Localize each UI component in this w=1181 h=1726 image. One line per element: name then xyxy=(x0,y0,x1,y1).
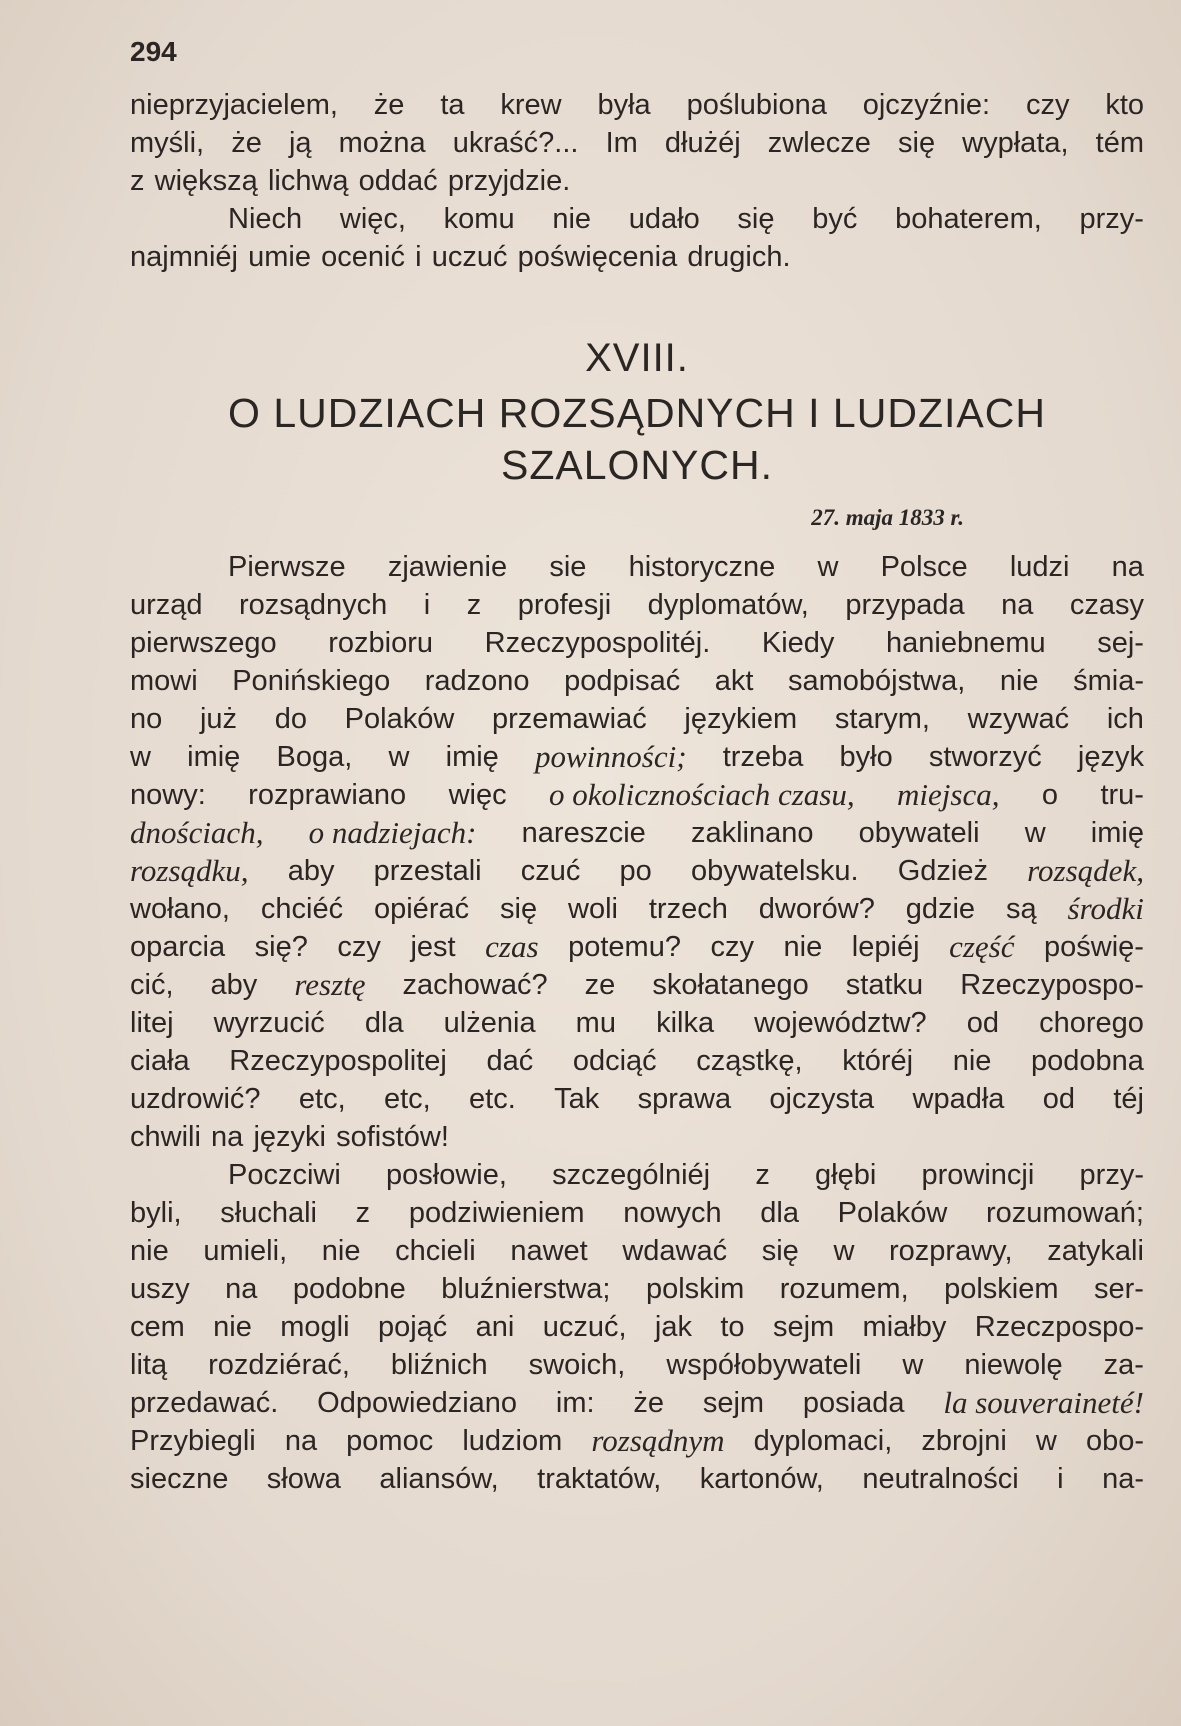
word: przy- xyxy=(1079,1159,1144,1191)
word: można xyxy=(338,127,426,159)
word: kilka xyxy=(656,1007,715,1039)
text-line xyxy=(130,548,1144,586)
word: gdzie xyxy=(905,893,976,925)
word: dyplomaci, xyxy=(753,1425,893,1457)
word: aby xyxy=(210,969,258,1001)
word: już xyxy=(199,703,238,735)
word: komu xyxy=(443,203,515,235)
word: na xyxy=(1111,551,1144,583)
word: cem xyxy=(130,1311,185,1343)
word: urząd xyxy=(130,589,203,621)
text-line xyxy=(130,966,1144,1004)
word: potemu? xyxy=(568,931,681,963)
word: ojczyźnie: xyxy=(862,89,991,121)
word: o okolicznościach czasu, xyxy=(548,777,855,812)
word: wyrzucić xyxy=(213,1007,325,1039)
word: ludzi xyxy=(1009,551,1070,583)
word: starym, xyxy=(834,703,930,735)
word: drugich. xyxy=(687,241,791,273)
word: się xyxy=(761,1235,799,1267)
word: aby xyxy=(287,855,335,887)
word: tru- xyxy=(1100,779,1144,811)
word: środki xyxy=(1067,891,1144,926)
text-line xyxy=(130,852,1144,890)
word: od xyxy=(1042,1083,1076,1115)
word: Tak xyxy=(554,1083,600,1115)
word: przestali xyxy=(373,855,482,887)
word: mowi xyxy=(130,665,198,697)
word: rozumowań; xyxy=(985,1197,1144,1229)
intro-paragraph xyxy=(130,86,1144,276)
word: no xyxy=(130,703,163,735)
word: Odpowiedziano xyxy=(317,1387,518,1419)
text-line xyxy=(130,162,1144,200)
word: powinności; xyxy=(534,739,687,774)
word: przypada xyxy=(845,589,965,621)
word: obywatelsku. xyxy=(690,855,859,887)
word: z xyxy=(466,589,482,621)
word: tém xyxy=(1095,127,1144,159)
word: dyplomatów, xyxy=(647,589,809,621)
word: się? xyxy=(254,931,308,963)
word: się xyxy=(898,127,936,159)
word: obo- xyxy=(1085,1425,1144,1457)
word: rozprawiano xyxy=(248,779,407,811)
chapter-body xyxy=(130,548,1144,1498)
word: od xyxy=(966,1007,1000,1039)
word: nie xyxy=(783,931,823,963)
word: to xyxy=(720,1311,745,1343)
word: trzeba xyxy=(722,741,804,773)
word: w xyxy=(1035,1425,1057,1457)
word: ich xyxy=(1106,703,1144,735)
word: rozumem, xyxy=(779,1273,909,1305)
word: Rzeczypospolitéj. xyxy=(484,627,711,659)
word: wpadła xyxy=(912,1083,1005,1115)
word: kartonów, xyxy=(699,1463,824,1495)
word: czy xyxy=(710,931,754,963)
word: opiérać xyxy=(373,893,470,925)
word: zwlecze xyxy=(767,127,871,159)
text-line xyxy=(130,700,1144,738)
text-line xyxy=(130,1422,1144,1460)
word: poślubiona xyxy=(686,89,827,121)
word: skołatanego xyxy=(652,969,809,1001)
text-line xyxy=(130,1346,1144,1384)
word: woli xyxy=(568,893,618,925)
word: w xyxy=(130,741,151,773)
word: historyczne xyxy=(628,551,776,583)
word: stworzyć xyxy=(928,741,1042,773)
chapter-number: XVIII. xyxy=(585,336,689,380)
text-line xyxy=(130,200,1144,238)
word: Pierwsze xyxy=(228,551,346,583)
word: nie xyxy=(130,1235,169,1267)
word: się xyxy=(737,203,775,235)
word: ani xyxy=(475,1311,515,1343)
word: ulżenia xyxy=(443,1007,536,1039)
text-line xyxy=(130,86,1144,124)
word: zbrojni xyxy=(921,1425,1007,1457)
word: i xyxy=(1057,1463,1064,1495)
word: rozdziérać, xyxy=(208,1349,350,1381)
word: w xyxy=(817,551,839,583)
word: nie xyxy=(952,1045,992,1077)
word: chciéć xyxy=(260,893,344,925)
text-line xyxy=(130,1080,1144,1118)
text-line xyxy=(130,1270,1144,1308)
word: litej xyxy=(130,1007,174,1039)
word: nie xyxy=(552,203,592,235)
word: swoich, xyxy=(528,1349,626,1381)
word: jak xyxy=(654,1311,692,1343)
word: trzech xyxy=(648,893,728,925)
word: po xyxy=(619,855,652,887)
word: samobójstwa, xyxy=(788,665,966,697)
word: najmniéj xyxy=(130,241,238,273)
word: miałby xyxy=(862,1311,947,1343)
word: są xyxy=(1005,893,1037,925)
word: słuchali xyxy=(220,1197,317,1229)
word: Rzeczypospo- xyxy=(960,969,1144,1001)
word: myśli, xyxy=(130,127,205,159)
word: sejm xyxy=(702,1387,765,1419)
word: chcieli xyxy=(395,1235,476,1267)
word: przedawać. xyxy=(130,1387,279,1419)
word: Poczciwi xyxy=(228,1159,341,1191)
word: posiada xyxy=(802,1387,905,1419)
word: imię xyxy=(445,741,499,773)
word: ser- xyxy=(1094,1273,1144,1305)
word: dworów? xyxy=(758,893,875,925)
word: cić, xyxy=(130,969,174,1001)
word: w xyxy=(388,741,410,773)
word: z xyxy=(130,165,145,197)
word: językiem xyxy=(684,703,798,735)
word: sieczne xyxy=(130,1463,229,1495)
word: niewolę xyxy=(964,1349,1063,1381)
word: była xyxy=(597,89,651,121)
word: czy xyxy=(337,931,381,963)
word: z xyxy=(755,1159,770,1191)
word: Niech xyxy=(228,203,303,235)
word: do xyxy=(274,703,307,735)
word: kto xyxy=(1105,89,1144,121)
word: na xyxy=(1001,589,1034,621)
text-line xyxy=(130,1194,1144,1232)
word: język xyxy=(1077,741,1144,773)
word: dla xyxy=(364,1007,404,1039)
word: lepiéj xyxy=(851,931,920,963)
word: ukraść?... xyxy=(452,127,579,159)
word: oddać xyxy=(358,165,438,197)
word: bohaterem, xyxy=(895,203,1042,235)
word: ją xyxy=(288,127,312,159)
word: téj xyxy=(1113,1083,1144,1115)
word: poświęcenia xyxy=(517,241,678,273)
word: krew xyxy=(500,89,562,121)
text-line xyxy=(130,1384,1144,1422)
word: rozsądku, xyxy=(130,853,249,888)
word: posłowie, xyxy=(386,1159,507,1191)
word: aliansów, xyxy=(379,1463,499,1495)
word: mogli xyxy=(280,1311,350,1343)
word: wdawać xyxy=(622,1235,728,1267)
word: nowy: xyxy=(130,779,206,811)
text-line xyxy=(130,1460,1144,1498)
word: ze xyxy=(584,969,616,1001)
word: podobna xyxy=(1031,1045,1144,1077)
word: wypłata, xyxy=(962,127,1069,159)
word: litą xyxy=(130,1349,168,1381)
word: więc xyxy=(448,779,507,811)
word: umie xyxy=(248,241,311,273)
word: pomoc xyxy=(346,1425,434,1457)
word: uzdrowić? xyxy=(130,1083,261,1115)
word: języki xyxy=(253,1121,326,1153)
word: na xyxy=(225,1273,258,1305)
word: nawet xyxy=(510,1235,588,1267)
word: jest xyxy=(410,931,456,963)
word: Boga, xyxy=(276,741,353,773)
word: przyjdzie. xyxy=(447,165,571,197)
word: bluźnierstwa; xyxy=(441,1273,611,1305)
word: bliźnich xyxy=(390,1349,488,1381)
word: chwili xyxy=(130,1121,201,1153)
text-line xyxy=(130,1118,1144,1156)
word: czuć xyxy=(520,855,581,887)
word: etc. xyxy=(469,1083,516,1115)
word: chorego xyxy=(1039,1007,1144,1039)
word: la souveraineté! xyxy=(943,1385,1144,1420)
word: za- xyxy=(1103,1349,1144,1381)
word: że xyxy=(373,89,405,121)
word: im: xyxy=(555,1387,595,1419)
text-line xyxy=(130,624,1144,662)
word: zjawienie xyxy=(387,551,508,583)
word: że xyxy=(633,1387,665,1419)
word: nie xyxy=(213,1311,252,1343)
text-line xyxy=(130,1156,1144,1194)
word: nareszcie xyxy=(521,817,646,849)
text-line xyxy=(130,124,1144,162)
text-line xyxy=(130,738,1144,776)
text-line xyxy=(130,890,1144,928)
word: resztę xyxy=(294,967,366,1002)
word: mu xyxy=(575,1007,616,1039)
word: ludziom xyxy=(462,1425,563,1457)
word: Gdzież xyxy=(897,855,988,887)
word: zachować? xyxy=(402,969,548,1001)
word: rozbioru xyxy=(328,627,434,659)
word: na xyxy=(284,1425,318,1457)
word: Kiedy xyxy=(761,627,835,659)
word: Ponińskiego xyxy=(232,665,391,697)
word: rozprawy, xyxy=(889,1235,1013,1267)
word: przemawiać xyxy=(491,703,647,735)
word: profesji xyxy=(517,589,612,621)
word: poświę- xyxy=(1044,931,1144,963)
word: akt xyxy=(714,665,754,697)
text-line xyxy=(130,586,1144,624)
word: na- xyxy=(1102,1463,1144,1495)
word: polskiem xyxy=(944,1273,1059,1305)
word: imię xyxy=(1090,817,1144,849)
word: Rzeczpospo- xyxy=(974,1311,1144,1343)
page-number: 294 xyxy=(130,36,177,67)
word: uczuć, xyxy=(542,1311,627,1343)
word: haniebnemu xyxy=(885,627,1046,659)
word: było xyxy=(839,741,893,773)
word: nie xyxy=(999,665,1039,697)
word: wzywać xyxy=(967,703,1070,735)
word: Polaków xyxy=(837,1197,948,1229)
text-line xyxy=(130,928,1144,966)
word: w xyxy=(833,1235,855,1267)
word: podpisać xyxy=(564,665,681,697)
word: sie xyxy=(549,551,587,583)
word: Przybiegli xyxy=(130,1425,256,1457)
word: współobywateli xyxy=(666,1349,862,1381)
word: część xyxy=(949,929,1015,964)
word: się xyxy=(500,893,538,925)
word: zaklinano xyxy=(690,817,814,849)
word: dla xyxy=(760,1197,799,1229)
word: cząstkę, xyxy=(696,1045,803,1077)
word: czas xyxy=(485,929,539,964)
word: słowa xyxy=(266,1463,341,1495)
word: lichwą xyxy=(267,165,349,197)
word: uczuć xyxy=(431,241,508,273)
word: ocenić xyxy=(321,241,405,273)
word: Rzeczypospolitej xyxy=(229,1045,447,1077)
word: dnościach, xyxy=(130,815,264,850)
word: prowincji xyxy=(921,1159,1035,1191)
word: neutralności xyxy=(862,1463,1019,1495)
word: ciała xyxy=(130,1045,190,1077)
word: i xyxy=(423,589,431,621)
word: traktatów, xyxy=(537,1463,662,1495)
word: któréj xyxy=(842,1045,914,1077)
word: miejsca, xyxy=(897,777,1000,812)
word: etc, xyxy=(383,1083,431,1115)
word: byli, xyxy=(130,1197,182,1229)
word: śmia- xyxy=(1073,665,1144,697)
text-line xyxy=(130,238,1144,276)
word: więc, xyxy=(339,203,406,235)
word: większą xyxy=(154,165,258,197)
word: rozsądnym xyxy=(591,1423,725,1458)
word: czasy xyxy=(1069,589,1144,621)
word: o xyxy=(1041,779,1059,811)
word: wołano, xyxy=(130,893,230,925)
word: statku xyxy=(845,969,924,1001)
text-line xyxy=(130,814,1144,852)
word: sprawa xyxy=(637,1083,732,1115)
word: sofistów! xyxy=(336,1121,449,1153)
text-line xyxy=(130,1308,1144,1346)
word: pojąć xyxy=(377,1311,448,1343)
word: czy xyxy=(1025,89,1070,121)
word: rozsądnych xyxy=(239,589,388,621)
text-line xyxy=(130,776,1144,814)
word: radzono xyxy=(424,665,530,697)
chapter-title-line-2: SZALONYCH. xyxy=(501,442,773,488)
word: w xyxy=(1024,817,1046,849)
word: przy- xyxy=(1079,203,1144,235)
text-line xyxy=(130,1232,1144,1270)
word: z xyxy=(355,1197,371,1229)
word: umieli, xyxy=(203,1235,288,1267)
word: podziwieniem xyxy=(408,1197,585,1229)
word: głębi xyxy=(815,1159,877,1191)
word: oparcia xyxy=(130,931,226,963)
word: nieprzyjacielem, xyxy=(130,89,338,121)
word: w xyxy=(902,1349,924,1381)
word: Polaków xyxy=(344,703,455,735)
word: pierwszego xyxy=(130,627,277,659)
chapter-date: 27. maja 1833 r. xyxy=(811,505,964,530)
word: dłużéj xyxy=(664,127,741,159)
text-line xyxy=(130,1004,1144,1042)
word: ta xyxy=(440,89,465,121)
word: że xyxy=(231,127,262,159)
word: rozsądek, xyxy=(1027,853,1144,888)
word: sejm xyxy=(772,1311,835,1343)
text-line xyxy=(130,662,1144,700)
word: sej- xyxy=(1097,627,1144,659)
word: i xyxy=(415,241,422,273)
word: o nadziejach: xyxy=(308,815,477,850)
word: etc, xyxy=(298,1083,346,1115)
word: zatykali xyxy=(1047,1235,1144,1267)
chapter-title-line-1: O LUDZIACH ROZSĄDNYCH I LUDZIACH xyxy=(228,390,1046,436)
word: podobne xyxy=(292,1273,406,1305)
word: uszy xyxy=(130,1273,190,1305)
word: ojczysta xyxy=(769,1083,875,1115)
word: szczególniéj xyxy=(552,1159,711,1191)
word: obywateli xyxy=(858,817,980,849)
word: być xyxy=(812,203,858,235)
word: Im xyxy=(605,127,638,159)
text-line xyxy=(130,1042,1144,1080)
word: nie xyxy=(321,1235,361,1267)
word: województw? xyxy=(754,1007,927,1039)
word: polskim xyxy=(645,1273,745,1305)
word: na xyxy=(211,1121,244,1153)
word: nowych xyxy=(623,1197,722,1229)
word: imię xyxy=(187,741,241,773)
word: dać xyxy=(486,1045,534,1077)
word: odciąć xyxy=(572,1045,657,1077)
word: udało xyxy=(628,203,700,235)
word: Polsce xyxy=(880,551,968,583)
